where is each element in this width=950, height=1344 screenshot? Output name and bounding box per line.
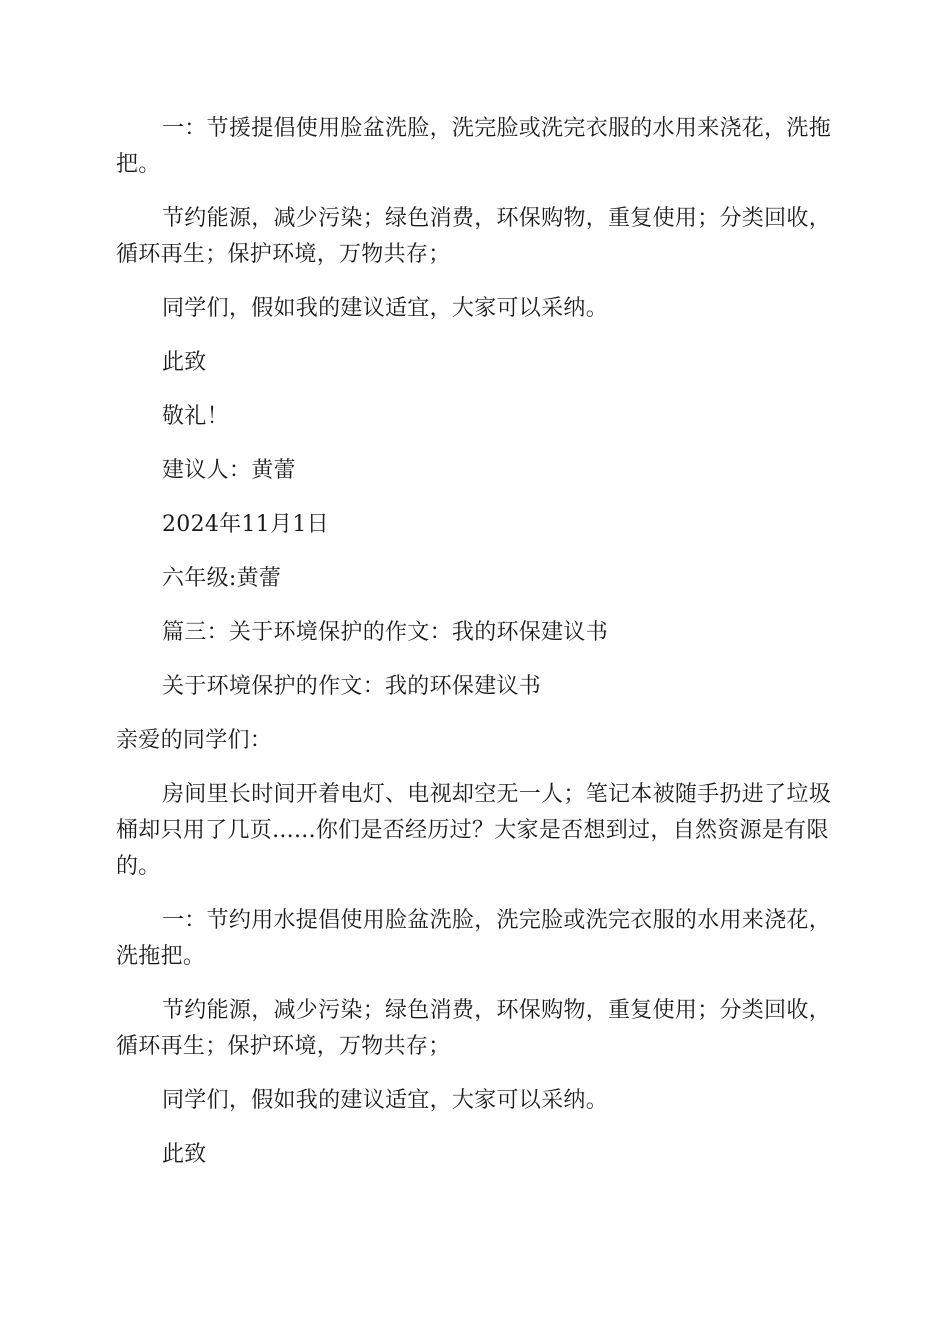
paragraph: 同学们，假如我的建议适宜，大家可以采纳。 [162, 296, 609, 321]
document-title: 关于环境保护的作文：我的环保建议书 [162, 674, 542, 699]
salutation: 亲爱的同学们： [116, 728, 273, 753]
section-heading: 篇三：关于环境保护的作文：我的环保建议书 [162, 620, 609, 645]
document-body [116, 111, 836, 1191]
paragraph: 此致 [162, 1142, 207, 1167]
paragraph: 一：节约用水提倡使用脸盆洗脸，洗完脸或洗完衣服的水用来浇花，洗拖把。 [116, 908, 832, 969]
paragraph: 同学们，假如我的建议适宜，大家可以采纳。 [162, 1088, 609, 1113]
paragraph: 敬礼！ [162, 404, 229, 429]
paragraph: 房间里长时间开着电灯、电视却空无一人；笔记本被随手扔进了垃圾桶却只用了几页......你们是否经历过？大家是否想到过，自然资源是有限的。 [116, 782, 832, 879]
date-line: 2024年11月1日 [162, 512, 329, 537]
paragraph: 一：节援提倡使用脸盆洗脸，洗完脸或洗完衣服的水用来浇花，洗拖把。 [116, 116, 832, 177]
paragraph: 节约能源，减少污染；绿色消费，环保购物，重复使用；分类回收，循环再生；保护环境，万物共存； [116, 998, 832, 1059]
signature-line: 建议人：黄蕾 [162, 458, 296, 483]
paragraph: 此致 [162, 350, 207, 375]
author-line: 六年级:黄蕾 [162, 566, 282, 591]
paragraph: 节约能源，减少污染；绿色消费，环保购物，重复使用；分类回收，循环再生；保护环境，万物共存； [116, 206, 832, 267]
